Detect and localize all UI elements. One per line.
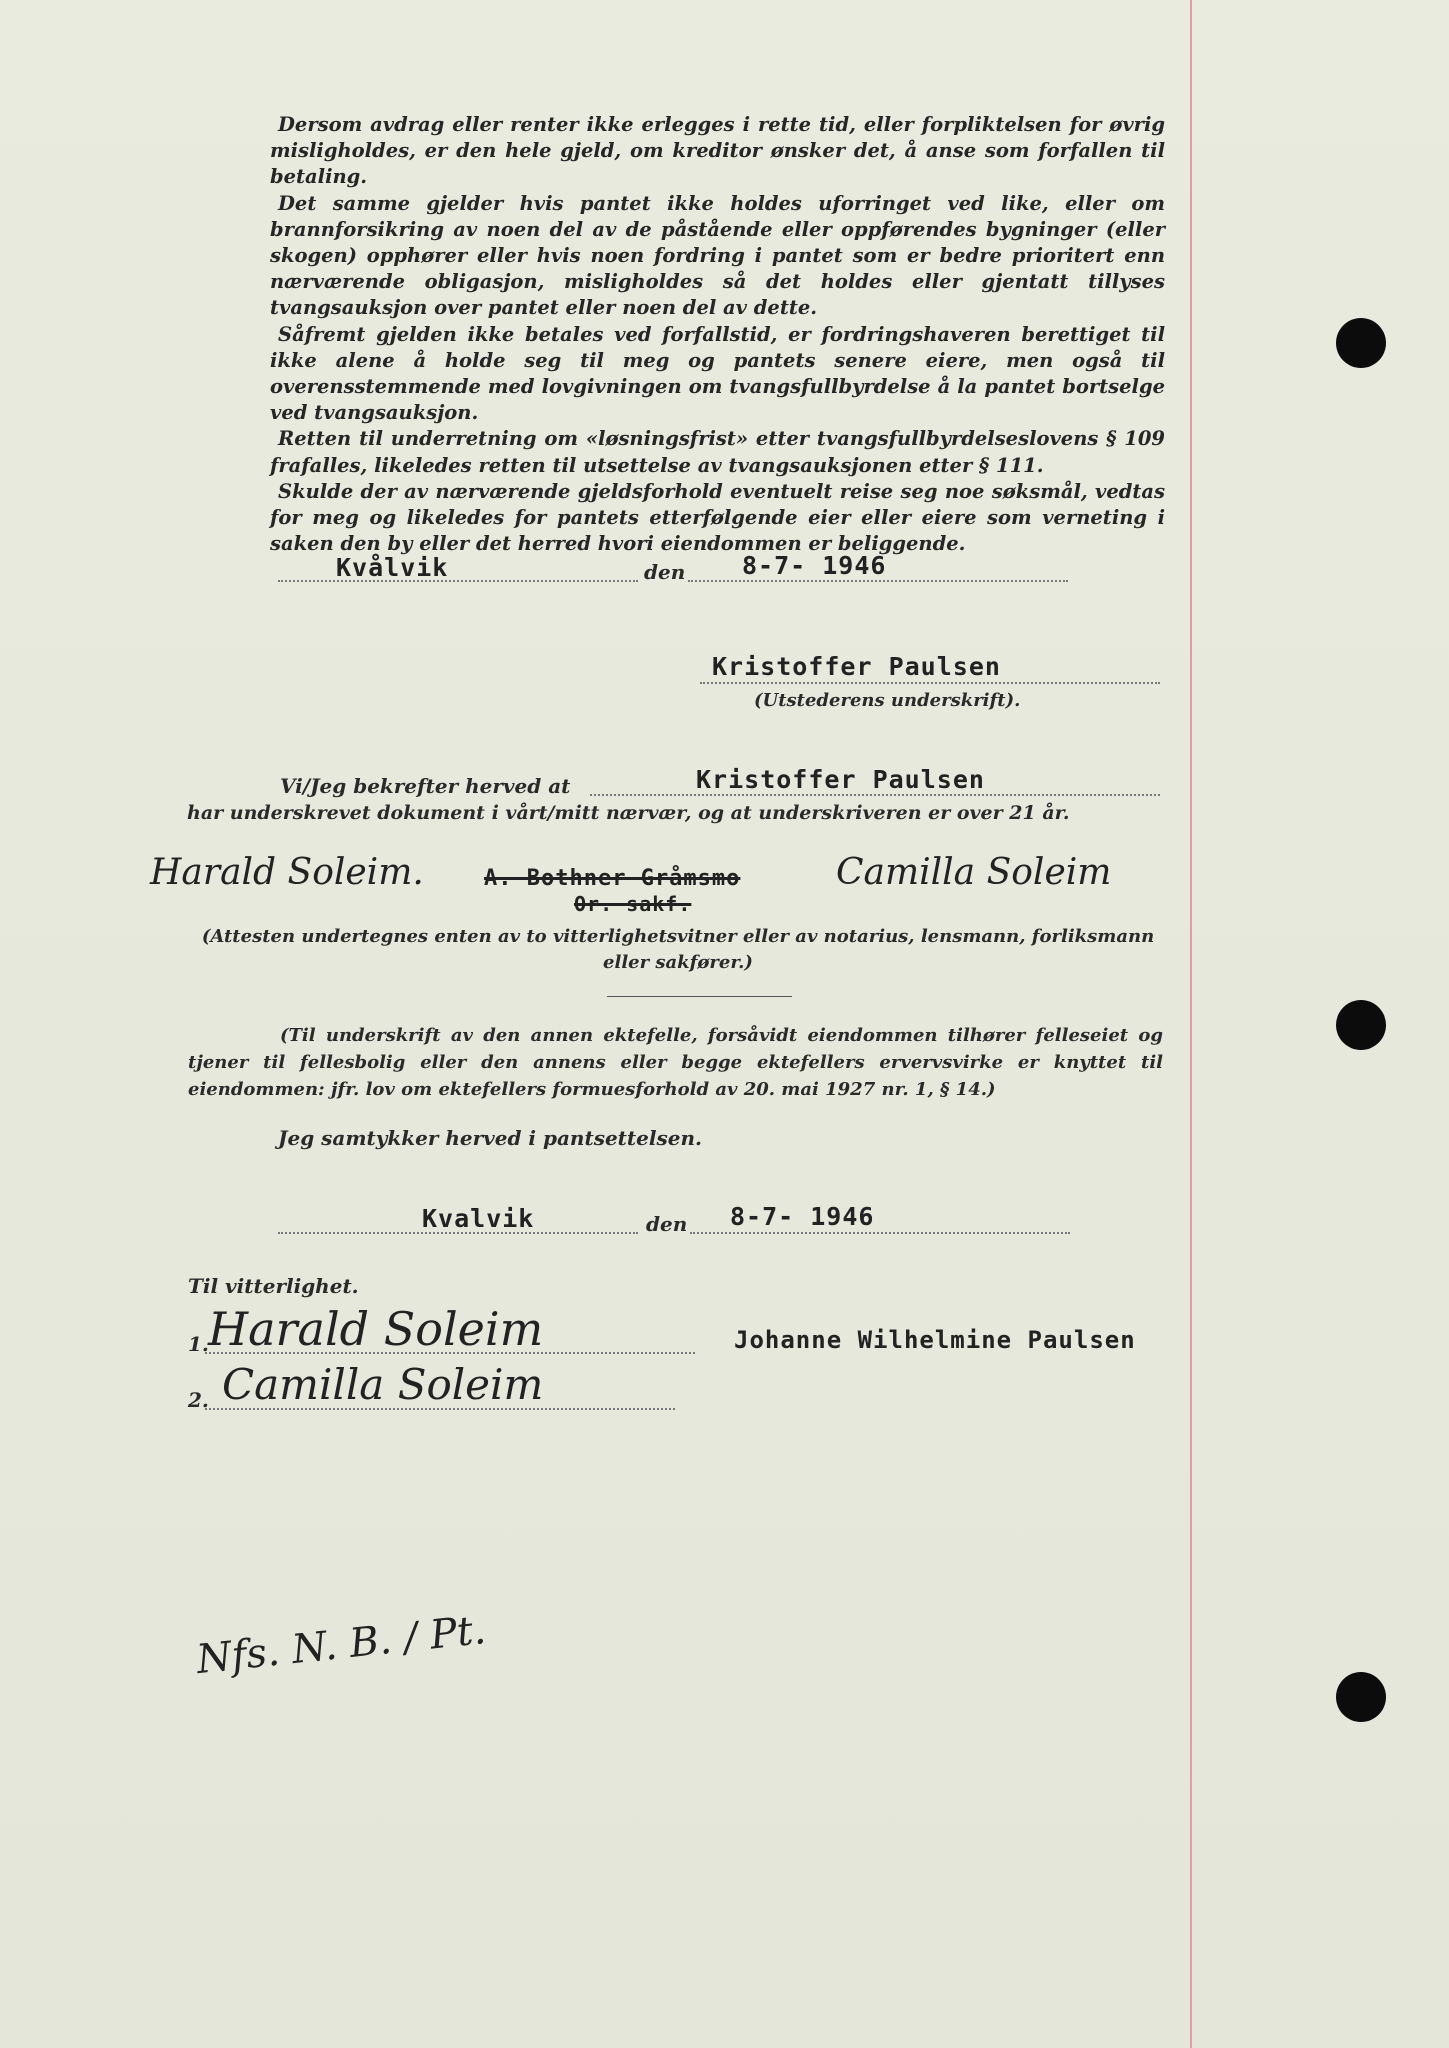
spouse-name: Johanne Wilhelmine Paulsen [734, 1326, 1136, 1354]
witness-number-1: 1. [188, 1332, 209, 1356]
margin-line [1190, 0, 1192, 2048]
issuer-caption: (Utstederens underskrift). [754, 690, 1021, 711]
attest-note [188, 924, 1168, 976]
binder-hole-middle [1336, 1000, 1386, 1050]
den-label-2: den [646, 1212, 688, 1236]
struck-title: Or. sakf. [574, 892, 692, 916]
date-line-2 [690, 1232, 1070, 1234]
place-1: Kvålvik [336, 553, 449, 582]
binder-hole-bottom [1336, 1672, 1386, 1722]
confirmation-name-line [590, 794, 1160, 796]
confirmation-suffix: har underskrevet dokument i vårt/mitt nærvær, og at underskriveren er over 21 år. [187, 802, 1070, 824]
paragraph-same-applies: Det samme gjelder hvis pantet ikke holdes uforringet ved like, eller om brannforsikring av noen del av de påstående eller oppførendes bygninger (eller skogen) opphører eller hvis noen fordring i pantet som er bedre prioritert enn nærværende obligasjon, misligholdes så det holdes eller gjentatt tillyses tvangsauksjon over pantet eller noen del av dette. [270, 191, 1165, 320]
den-label-1: den [644, 560, 686, 584]
attest-note-text: (Attesten undertegnes enten av to vitterlighetsvitner eller av notarius, lensmann, forliksmann eller sakfører.) [201, 926, 1155, 973]
vitterlighet-label: Til vitterlighet. [188, 1274, 359, 1298]
paragraph-notice: Retten til underretning om «løsningsfrist» etter tvangsfullbyrdelseslovens § 109 frafalles, likeledes retten til utsettelse av tvangsauksjonen etter § 111. [270, 427, 1165, 477]
paragraph-default: Dersom avdrag eller renter ikke erlegges i rette tid, eller forpliktelsen for øvrig misligholdes, er den hele gjeld, om kreditor ønsker det, å anse som forfallen til betaling. [270, 113, 1165, 189]
consent-text: Jeg samtykker herved i pantsettelsen. [278, 1126, 702, 1150]
place-2: Kvalvik [422, 1204, 535, 1233]
witness-signature-right: Camilla Soleim [836, 852, 1112, 893]
place-line-1 [278, 580, 638, 582]
confirmation-name: Kristoffer Paulsen [696, 765, 985, 794]
separator-line [607, 996, 792, 997]
issuer-name: Kristoffer Paulsen [712, 652, 1001, 681]
paragraph-venue: Skulde der av nærværende gjeldsforhold eventuelt reise seg noe søksmål, vedtas for meg og likeledes for pantets etterfølgende eier eller eiere som verneting i saken den by eller det herred hvori eiendommen er beliggende. [270, 479, 1165, 556]
scribble-annotation: Nfs. N. B. / Pt. [194, 1606, 488, 1684]
spouse-note [188, 1022, 1163, 1103]
issuer-signature-line [700, 682, 1160, 684]
confirmation-prefix: Vi/Jeg bekrefter herved at [280, 774, 571, 798]
terms-text [270, 112, 1165, 557]
witness-signature-left: Harald Soleim. [150, 852, 424, 893]
binder-hole-top [1336, 318, 1386, 368]
witness-1-signature: Harald Soleim [208, 1302, 544, 1356]
paragraph-forced-sale: Såfremt gjelden ikke betales ved forfallstid, er fordringshaveren berettiget til ikke alene å holde seg til meg og pantets senere eiere, men også til overensstemmende med lovgivningen om tvangsfullbyrdelse å la pantet bortselge ved tvangsauksjon. [270, 322, 1165, 425]
date-1: 8-7- 1946 [742, 551, 887, 580]
spouse-note-text: (Til underskrift av den annen ektefelle, forsåvidt eiendommen tilhører felleseiet og tjener til fellesbolig eller den annens eller begge ektefellers ervervsvirke er knyttet til eiendommen: jfr. lov om ektefellers formuesforhold av 20. mai 1927 nr. 1, § 14.) [188, 1025, 1163, 1100]
witness-2-signature: Camilla Soleim [222, 1360, 544, 1409]
witness-number-2: 2. [188, 1388, 209, 1412]
date-2: 8-7- 1946 [730, 1202, 875, 1231]
date-line-1 [688, 580, 1068, 582]
struck-name: A. Bothner Gråmsmo [484, 866, 741, 891]
